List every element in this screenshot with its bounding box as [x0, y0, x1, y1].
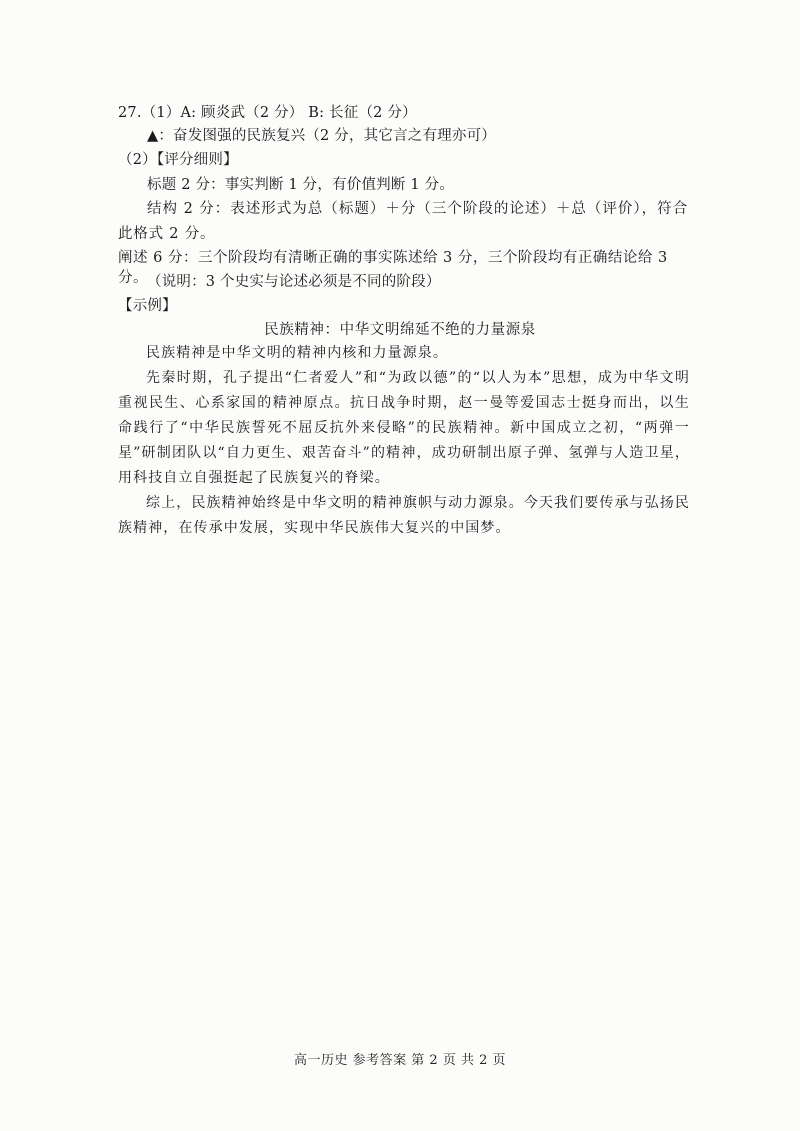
example-essay-title: 民族精神：中华文明绵延不绝的力量源泉: [264, 322, 536, 338]
page-footer: 高一历史 参考答案 第 2 页 共 2 页: [294, 1053, 506, 1068]
example-paragraph-conclusion: 综上，民族精神始终是中华文明的精神旗帜与动力源泉。今天我们要传承与弘扬民族精神，在传承中发展，实现中华民族伟大复兴的中国梦。: [118, 495, 690, 536]
scoring-rule-elaborate: 阐述 6 分：三个阶段均有清晰正确的事实陈述给 3 分，三个阶段均有正确结论给 3 分。: [118, 250, 668, 286]
q27-part2-header: （2）【评分细则】: [118, 152, 238, 168]
q27-part1-theme-note: ▲：奋发图强的民族复兴（2 分，其它言之有理亦可）: [147, 128, 496, 144]
example-paragraph-body: 先秦时期，孔子提出“仁者爱人”和“为政以德”的“以人为本”思想，成为中华文明重视民生、心系家国的精神原点。抗日战争时期，赵一曼等爱国志士挺身而出，以生命践行了“中华民族誓死不屈反抗外来侵略”的民族精神。新中国成立之初，“两弹一星”研制团队以“自力更生、艰苦奋斗”的精神，成功研制出原子弹、氢弹与人造卫星，用科技自立自强挺起了民族复兴的脊梁。: [118, 370, 690, 486]
scoring-rule-title: 标题 2 分：事实判断 1 分，有价值判断 1 分。: [147, 177, 455, 193]
scoring-rule-structure: 结构 2 分：表述形式为总（标题）＋分（三个阶段的论述）＋总（评价），符合此格式 2 分。: [118, 201, 688, 242]
example-paragraph-intro: 民族精神是中华文明的精神内核和力量源泉。: [146, 345, 448, 361]
scoring-rule-note: （说明：3 个史实与论述必须是不同的阶段）: [147, 274, 441, 290]
example-label: 【示例】: [118, 298, 177, 314]
q27-part1-answers: 27.（1）A: 顾炎武（2 分） B: 长征（2 分）: [118, 105, 417, 121]
